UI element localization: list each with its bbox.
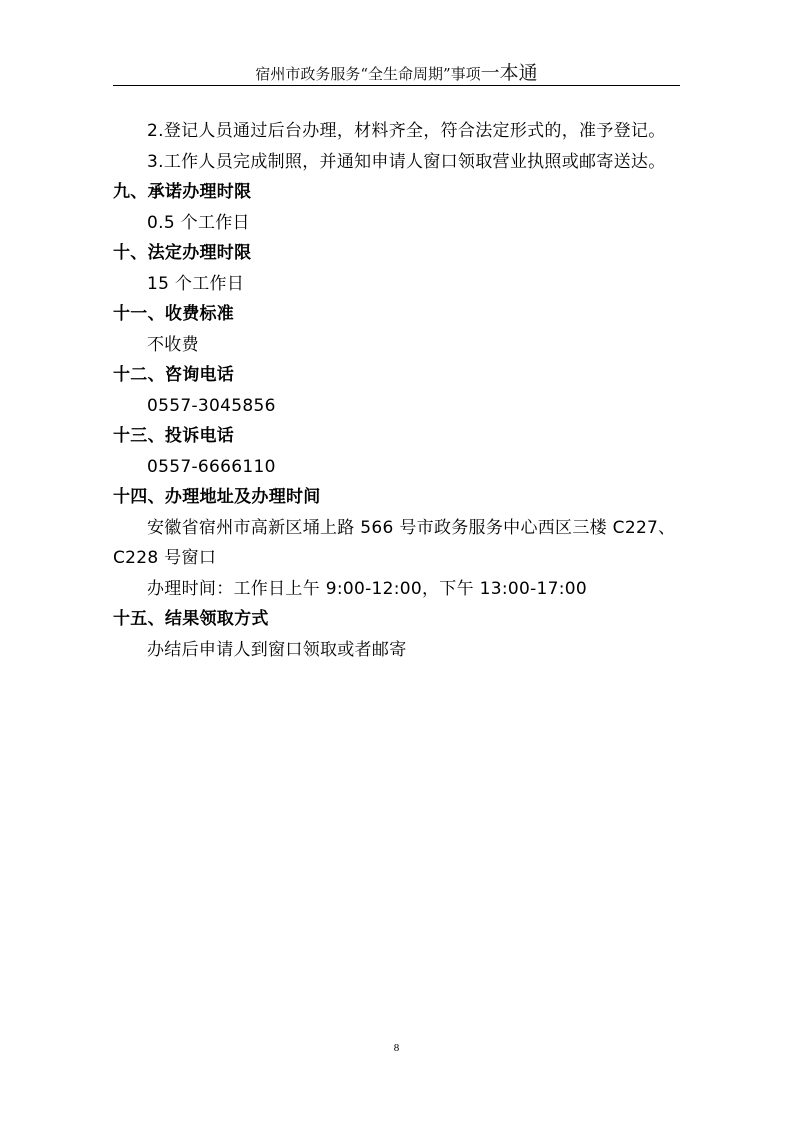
section-heading-result-pickup: 十五、结果领取方式 [113,609,269,629]
header-title: 宿州市政务服务“全生命周期”事项 [255,65,481,83]
header-divider [113,85,680,86]
section-content-legal-time: 15 个工作日 [147,273,245,294]
section-heading-commitment-time: 九、承诺办理时限 [113,182,252,202]
section-heading-fees: 十一、收费标准 [113,304,235,324]
section-heading-legal-time: 十、法定办理时限 [113,243,252,263]
header-title-suffix: 一本通 [480,62,538,84]
running-header [0,62,793,85]
section-heading-complaint-phone: 十三、投诉电话 [113,426,235,446]
section-content-complaint-phone: 0557-6666110 [147,456,276,477]
document-body [113,116,682,665]
section-content-consult-phone: 0557-3045856 [147,395,276,416]
section-content-address: 安徽省宿州市高新区埇上路 566 号市政务服务中心西区三楼 C227、C228 号窗口 [113,517,676,568]
section-heading-address-hours: 十四、办理地址及办理时间 [113,487,321,507]
section-content-hours: 办理时间：工作日上午 9:00-12:00，下午 13:00-17:00 [147,578,588,599]
procedure-step-3: 3.工作人员完成制照，并通知申请人窗口领取营业执照或邮寄送达。 [147,151,666,172]
section-heading-consult-phone: 十二、咨询电话 [113,365,235,385]
section-content-commitment-time: 0.5 个工作日 [147,212,250,233]
section-content-fees: 不收费 [147,334,199,355]
page-number: 8 [393,1042,400,1054]
section-content-result-pickup: 办结后申请人到窗口领取或者邮寄 [147,639,407,660]
procedure-step-2: 2.登记人员通过后台办理，材料齐全，符合法定形式的，准予登记。 [147,121,666,141]
